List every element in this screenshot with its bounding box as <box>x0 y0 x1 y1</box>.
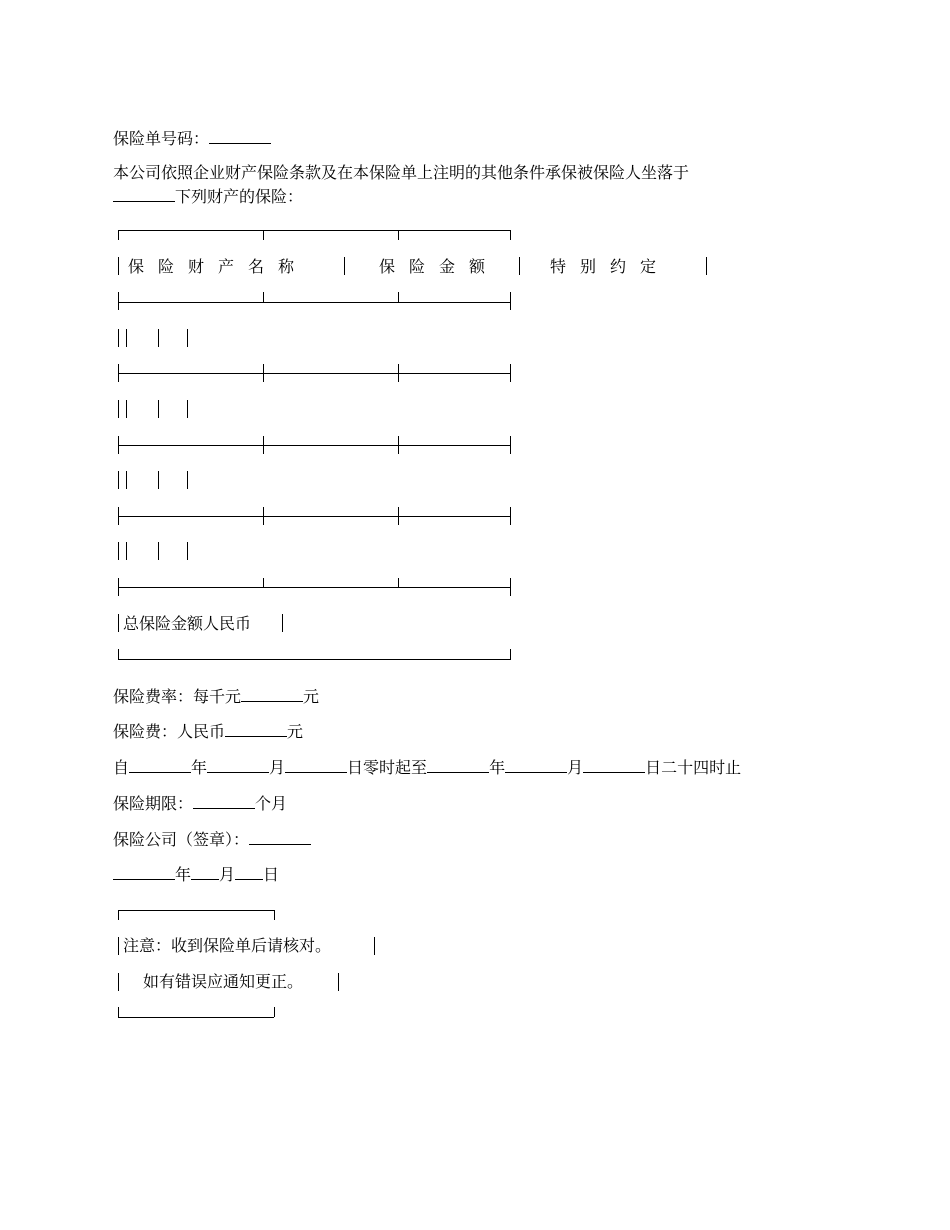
premium-rate-line <box>113 686 319 707</box>
issue-month-label: 月 <box>219 865 236 884</box>
start-year-blank[interactable] <box>129 757 191 773</box>
period-from: 自 <box>113 758 130 777</box>
issue-day-blank[interactable] <box>235 864 263 880</box>
period-month-2: 月 <box>567 758 584 777</box>
issue-year-blank[interactable] <box>113 864 175 880</box>
premium-blank[interactable] <box>225 721 287 737</box>
issue-year-label: 年 <box>175 865 192 884</box>
company-blank[interactable] <box>249 829 311 845</box>
start-month-blank[interactable] <box>207 757 269 773</box>
notice-line-1: 注意：收到保险单后请核对。 <box>123 936 332 955</box>
term-line <box>113 793 287 814</box>
intro-text-line1: 本公司依照企业财产保险条款及在本保险单上注明的其他条件承保被保险人坐落于 <box>113 163 690 182</box>
notice-line-2: 如有错误应通知更正。 <box>143 972 304 991</box>
issue-date-line <box>113 864 279 885</box>
policy-number-blank[interactable] <box>209 128 271 144</box>
period-day-end: 日二十四时止 <box>645 758 742 777</box>
premium-rate-blank[interactable] <box>241 686 303 702</box>
location-blank[interactable] <box>113 186 175 202</box>
premium-label: 保险费：人民币 <box>113 722 226 741</box>
end-month-blank[interactable] <box>505 757 567 773</box>
period-year-2: 年 <box>489 758 506 777</box>
term-label: 保险期限： <box>113 794 194 813</box>
coverage-period-line <box>113 757 741 778</box>
premium-rate-unit: 元 <box>303 687 320 706</box>
issue-day-label: 日 <box>263 865 280 884</box>
intro-text-line2 <box>113 186 303 207</box>
intro-line2-suffix: 下列财产的保险： <box>175 187 304 206</box>
policy-number-label: 保险单号码： <box>113 129 210 148</box>
premium-rate-label: 保险费率：每千元 <box>113 687 242 706</box>
issue-month-blank[interactable] <box>191 864 219 880</box>
start-day-blank[interactable] <box>285 757 347 773</box>
total-insured-amount-label: 总保险金额人民币 <box>123 614 252 633</box>
term-blank[interactable] <box>193 793 255 809</box>
period-day-start: 日零时起至 <box>347 758 428 777</box>
col-header-insured-amount: 保险金额 <box>379 257 500 276</box>
company-line <box>113 829 311 850</box>
premium-unit: 元 <box>287 722 304 741</box>
end-year-blank[interactable] <box>427 757 489 773</box>
company-label: 保险公司（签章）： <box>113 830 250 849</box>
period-month-1: 月 <box>269 758 286 777</box>
premium-line <box>113 721 303 742</box>
end-day-blank[interactable] <box>583 757 645 773</box>
term-unit: 个月 <box>255 794 288 813</box>
col-header-property-name: 保险财产名称 <box>128 257 309 276</box>
policy-number-line <box>113 128 271 149</box>
col-header-special-terms: 特别约定 <box>550 257 671 276</box>
period-year-1: 年 <box>191 758 208 777</box>
